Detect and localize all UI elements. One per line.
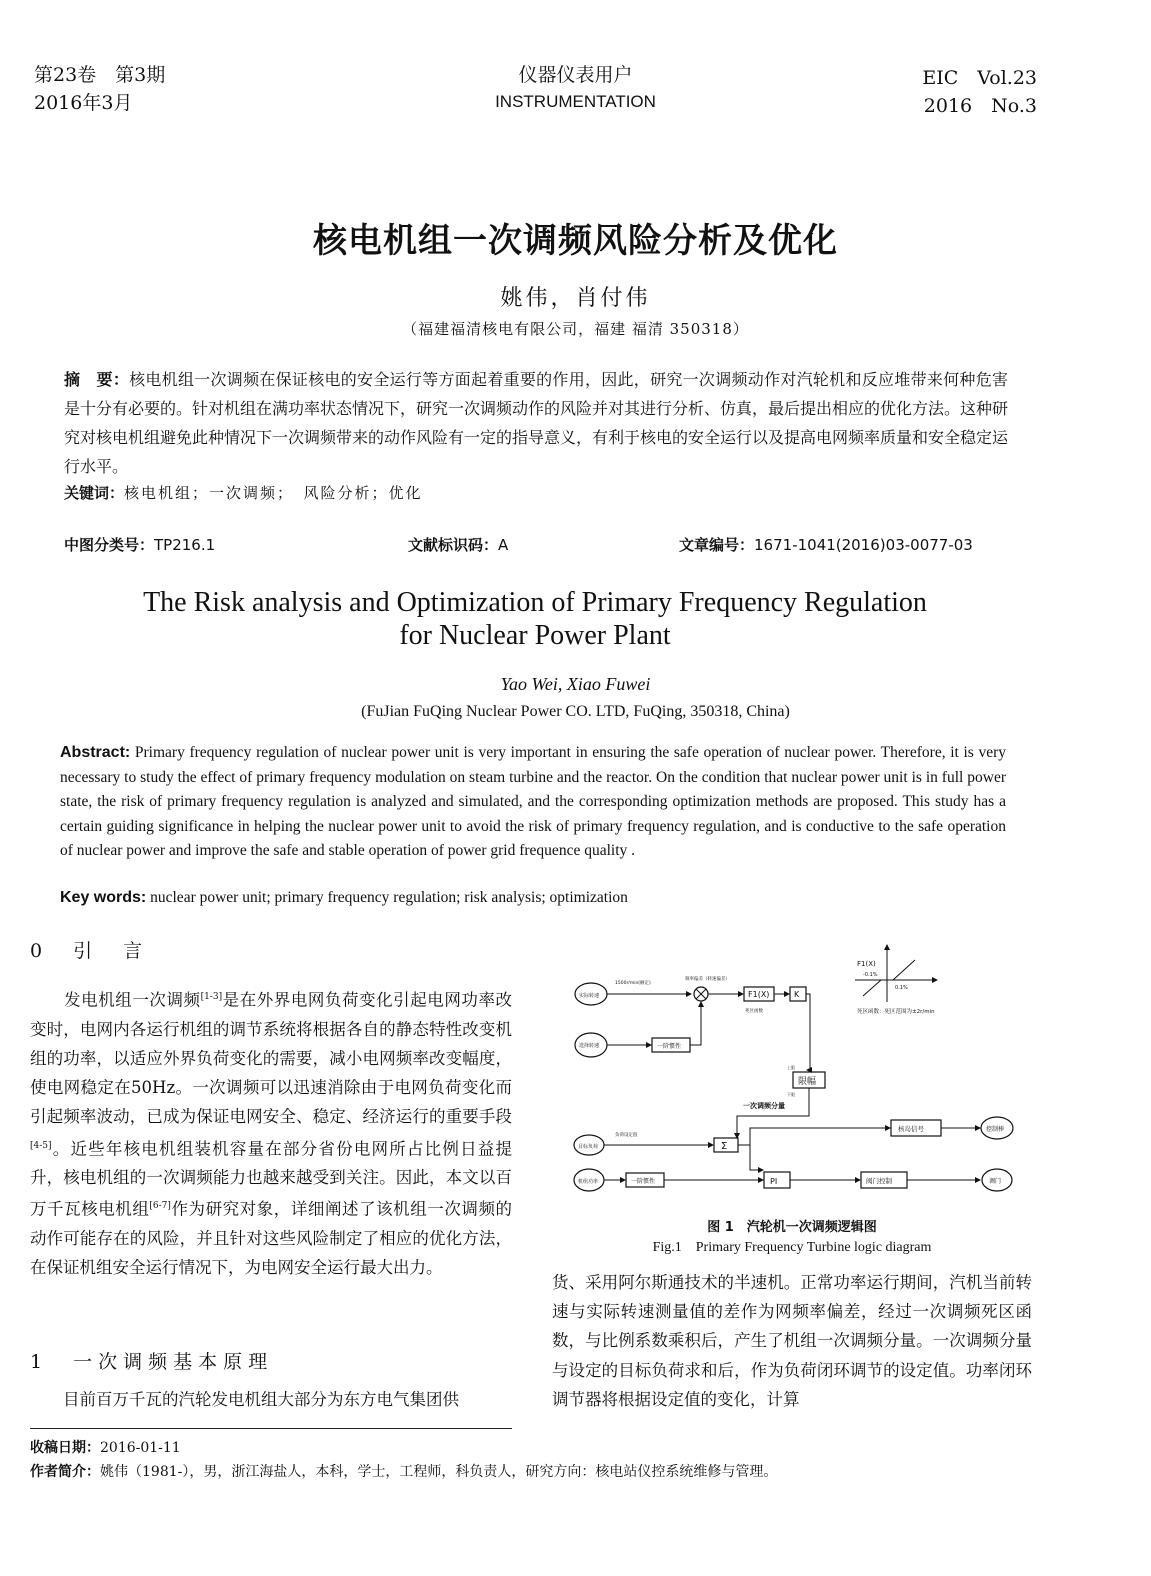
doc-value: A	[498, 536, 509, 554]
author-bio-value: 姚伟（1981-），男，浙江海盐人，本科，学士，工程师，科负责人，研究方向：核电站仪控系统维修与管理。	[100, 1464, 778, 1480]
section-0-paragraph	[30, 983, 512, 1283]
clc-label: 中图分类号：	[64, 536, 155, 554]
abstract-cn-label: 摘 要：	[64, 370, 130, 389]
figure-1-caption-cn: 图 1 汽轮机一次调频逻辑图	[707, 1220, 877, 1235]
keywords-cn-text: 核电机组；一次调频； 风险分析；优化	[124, 484, 423, 502]
label-target-load: 目标负荷	[578, 1144, 599, 1150]
abstract-en	[60, 741, 1006, 864]
authors-en: Yao Wei, Xiao Fuwei	[500, 674, 651, 694]
fx-pos: 0.1%	[895, 985, 908, 991]
author-bio-label: 作者简介：	[30, 1464, 100, 1480]
label-pi: PI	[770, 1177, 778, 1186]
document-code	[408, 534, 508, 555]
label-control-rod: 控制棒	[986, 1126, 1005, 1133]
citation-1-3: [1-3]	[200, 992, 223, 1002]
label-sigma: Σ	[721, 1141, 728, 1152]
received-label: 收稿日期：	[30, 1440, 100, 1456]
footnote-author	[30, 1461, 777, 1481]
clc-number	[64, 534, 215, 555]
abstract-cn-text: 核电机组一次调频在保证核电的安全运行等方面起着重要的作用，因此，研究一次调频动作对汽轮机和反应堆带来何种危害是十分有必要的。针对机组在满功率状态情况下，研究一次调频动作的风险并对其进行分析、仿真，最后提出相应的优化方法。这种研究对核电机组避免此种情况下一次调频带来的动作风险有一定的指导意义，有利于核电的安全运行以及提高电网频率质量和安全稳定运行水平。	[64, 370, 1009, 476]
label-first-order-1: 一阶惯性	[657, 1043, 682, 1050]
label-setpoint: 负荷设定值	[615, 1133, 638, 1138]
paper-title-en-line2: for Nuclear Power Plant	[399, 620, 671, 651]
footnote-received	[30, 1437, 181, 1457]
fx-neg: -0.1%	[863, 972, 878, 978]
journal-volume-issue: 第23卷 第3期	[34, 64, 166, 86]
article-label: 文章编号：	[679, 536, 755, 554]
label-limiter: 限幅	[798, 1077, 817, 1087]
journal-eic-vol: EIC Vol.23	[922, 67, 1037, 89]
section-1-heading: 1 一次调频基本原理	[30, 1351, 274, 1373]
paper-title-en-line1: The Risk analysis and Optimization of Primary Frequency Regulation	[143, 587, 927, 618]
clc-value: TP216.1	[154, 536, 216, 554]
article-number	[679, 534, 973, 555]
abstract-en-text: Primary frequency regulation of nuclear power unit is very important in ensuring the safe operation of nuclear power. Therefore, it is very necessary to study the effect of primary frequency modulation on steam turbine and the reactor. On the condition that nuclear power unit is in full power state, the risk of primary frequency regulation is analyzed and simulated, and the corresponding optimization methods are proposed. This study has a certain guiding significance in helping the nuclear power unit to avoid the risk of primary frequency regulation, and is conductive to the safe operation of nuclear power and improve the safe and stable operation of power grid frequence quality .	[60, 744, 1006, 860]
fx-title: F1(X)	[857, 960, 876, 968]
doc-label: 文献标识码：	[408, 536, 499, 554]
keywords-cn	[64, 482, 423, 503]
paper-title-en	[60, 586, 1010, 652]
label-selected-speed: 选择转速	[579, 1043, 600, 1049]
affiliation-cn: （福建福清核电有限公司，福建 福清 350318）	[402, 320, 749, 338]
label-actual-speed: 实际转速	[579, 993, 600, 999]
s0-text-d: 作为研究对象，详细阐述了该机组一次调频的动作可能存在的风险，并且针对这些风险制定了相应的优化方法，在保证机组安全运行情况下，为电网安全运行最大出力。	[30, 1199, 513, 1278]
article-value: 1671-1041(2016)03-0077-03	[754, 536, 973, 554]
label-limit-bottom: 下限	[787, 1092, 795, 1097]
section-1-paragraph-right: 货、采用阿尔斯通技术的半速机。正常功率运行期间，汽机当前转速与实际转速测量值的差作为网频率偏差，经过一次调频死区函数，与比例系数乘积后，产生了机组一次调频分量。一次调频分量与设定的目标负荷求和后，作为负荷闭环调节的设定值。功率闭环调节器将根据设定值的变化，计算	[552, 1273, 1032, 1409]
section-0-heading: 0 引 言	[30, 940, 149, 962]
keywords-en	[60, 889, 628, 907]
label-rated-speed: 1500r/min(额定)	[615, 981, 651, 986]
label-deadband: 死区函数	[745, 1009, 763, 1014]
label-first-order-2: 一阶惯性	[631, 1178, 656, 1185]
figure-1-caption-en: Fig.1 Primary Frequency Turbine logic diagram	[652, 1240, 932, 1255]
paper-title-cn: 核电机组一次调频风险分析及优化	[313, 221, 838, 261]
keywords-en-text: nuclear power unit; primary frequency regulation; risk analysis; optimization	[146, 889, 628, 906]
journal-name-en: INSTRUMENTATION	[495, 92, 656, 111]
keywords-cn-label: 关键词：	[64, 484, 125, 502]
abstract-cn	[64, 365, 1008, 481]
s0-text-c: 。近些年核电机组装机容量在部分省份电网所占比例日益提升，核电机组的一次调频能力也越来越受到关注。因此，本文以百万千瓦核电机组	[30, 1139, 512, 1219]
citation-6-7: [6-7]	[149, 1201, 171, 1212]
section-1-paragraph-left: 目前百万千瓦的汽轮发电机组大部分为东方电气集团供	[30, 1390, 459, 1409]
label-valve: 调门	[989, 1178, 1002, 1185]
affiliation-en: (FuJian FuQing Nuclear Power CO. LTD, FuQing, 350318, China)	[361, 703, 790, 720]
fx-note: 死区函数：死区范围为±2r/min	[857, 1009, 935, 1015]
s0-text-b: 是在外界电网负荷变化引起电网功率改变时，电网内各运行机组的调节系统将根据各自的静态特性改变机组的功率，以适应外界负荷变化的需要，减小电网频率改变幅度，使电网稳定在50Hz。一次调频可以迅速消除由于电网负荷变化而引起频率波动，已成为保证电网安全、稳定、经济运行的重要手段	[30, 990, 513, 1127]
footnote-rule	[30, 1428, 512, 1429]
journal-year-no: 2016 No.3	[923, 95, 1037, 117]
label-deviation: 频率偏差（转速偏差）	[685, 977, 730, 982]
label-valve-control: 阀门控制	[866, 1177, 892, 1185]
s0-text-a: 发电机组一次调频	[30, 990, 201, 1010]
abstract-en-label: Abstract:	[60, 744, 131, 761]
figure-1-logic-diagram	[565, 940, 1025, 1205]
label-reactor-signal: 核岛信号	[898, 1125, 924, 1133]
label-k: K	[794, 990, 800, 999]
label-limit-top: 上限	[787, 1065, 795, 1070]
authors-cn: 姚伟，肖付伟	[500, 286, 651, 311]
label-component: 一次调频分量	[743, 1102, 785, 1110]
label-f1x: F1(X)	[748, 990, 770, 999]
journal-date: 2016年3月	[34, 92, 133, 114]
journal-name-cn: 仪器仪表用户	[518, 64, 633, 86]
received-value: 2016-01-11	[100, 1440, 181, 1456]
label-unit-power: 机组功率	[578, 1179, 599, 1185]
keywords-en-label: Key words:	[60, 889, 147, 906]
citation-4-5: [4-5]	[30, 1140, 52, 1151]
deadband-function-graph	[855, 945, 937, 1015]
